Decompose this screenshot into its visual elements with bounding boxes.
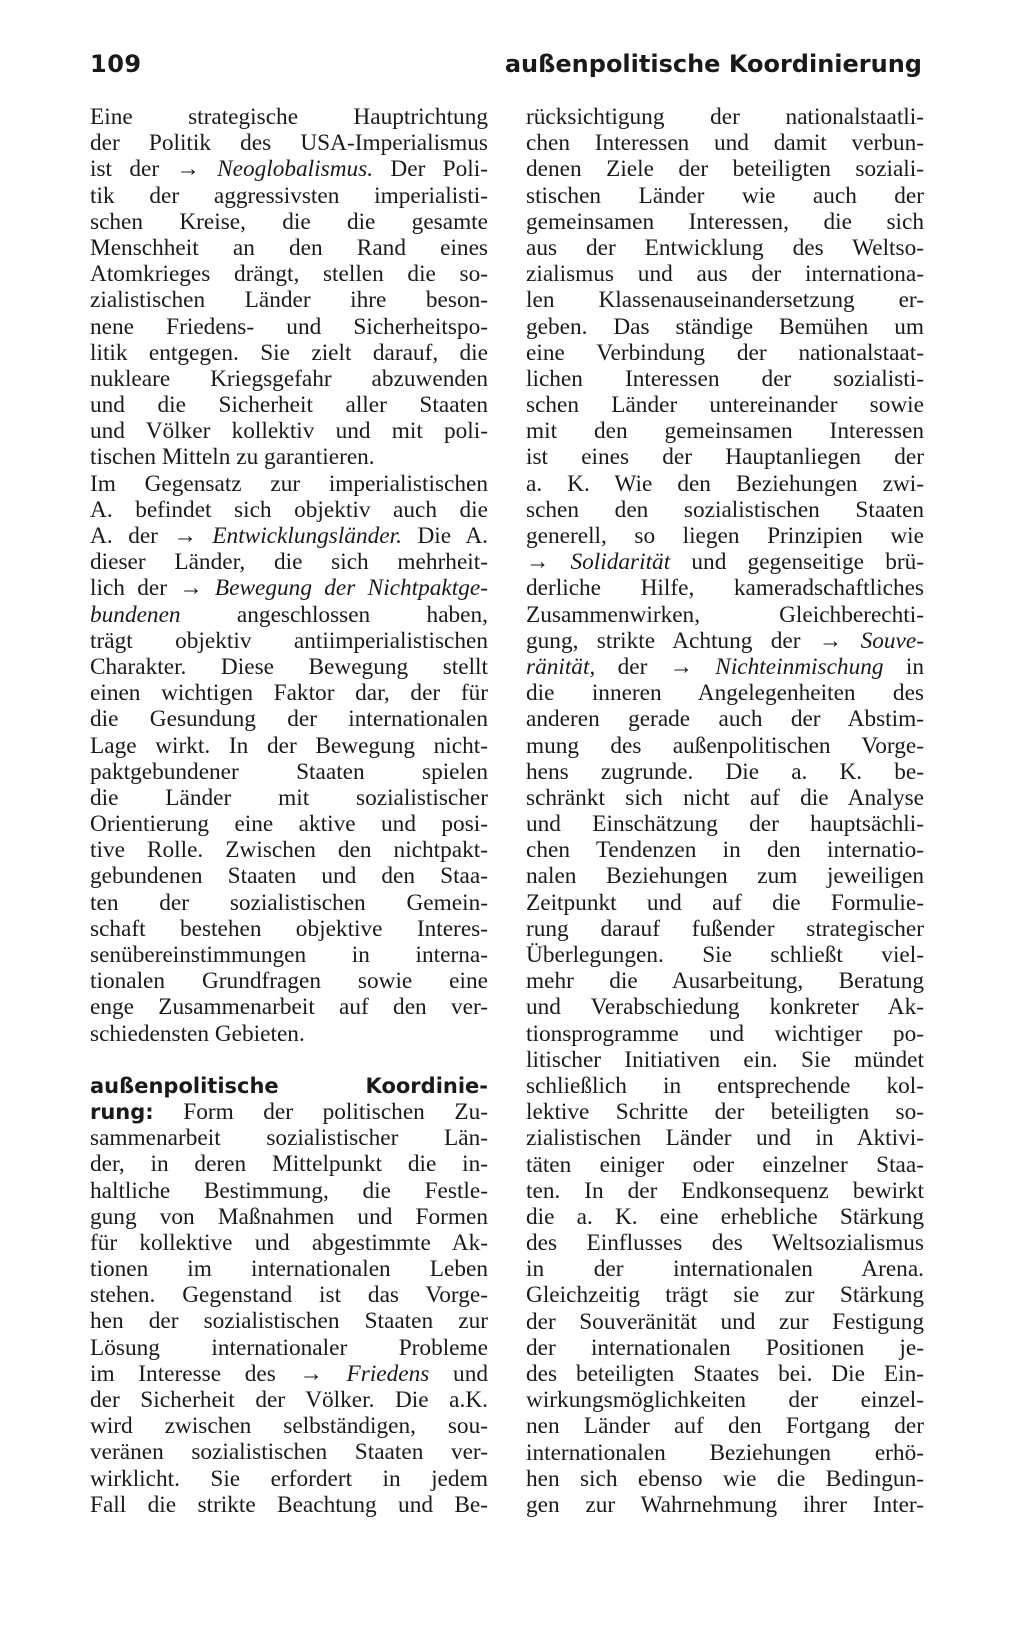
text-line: Eine strategische Hauptrichtung: [90, 104, 488, 130]
text-line: wird zwischen selbständigen, sou-: [90, 1413, 488, 1440]
text-run: im Interesse des: [90, 1360, 300, 1387]
text-line: schen den sozialistischen Staaten: [526, 496, 924, 523]
text-line: [526, 628, 924, 654]
text-line: wirkungsmöglichkeiten der einzel-: [526, 1387, 924, 1414]
text-line: eine Verbindung der nationalstaat-: [526, 339, 924, 366]
text-line: [526, 654, 924, 680]
text-line: die inneren Angelegenheiten des: [526, 680, 924, 707]
text-line: senübereinstimmungen in interna-: [90, 942, 488, 968]
text-line: wirklicht. Sie erfordert in jedem: [90, 1465, 488, 1492]
text-line: [90, 602, 488, 628]
text-line: geben. Das ständige Bemühen um: [526, 313, 924, 340]
text-line: der Sicherheit der Völker. Die a.K.: [90, 1387, 488, 1413]
text-line: und die Sicherheit aller Staaten: [90, 392, 488, 419]
text-line: nene Friedens- und Sicherheitspo-: [90, 313, 488, 340]
text-line: a. K. Wie den Beziehungen zwi-: [526, 470, 924, 497]
text-run: und gegenseitige brü-: [670, 549, 925, 576]
text-line: [90, 575, 488, 601]
cross-reference: ränität,: [526, 653, 596, 680]
text-line: die a. K. eine erhebliche Stärkung: [526, 1203, 924, 1230]
text-line: tionalen Grundfragen sowie eine: [90, 968, 488, 995]
text-line: Menschheit an den Rand eines: [90, 234, 488, 261]
text-run: gung, strikte Achtung der: [526, 627, 819, 654]
right-column: [526, 104, 924, 1518]
text-line: enge Zusammenarbeit auf den ver-: [90, 994, 488, 1021]
text-line: Im Gegensatz zur imperialistischen: [90, 470, 488, 497]
text-line: Orientierung eine aktive und posi-: [90, 811, 488, 838]
text-line: und Einschätzung der hauptsächli-: [526, 811, 924, 838]
text-line: schränkt sich nicht auf die Analyse: [526, 784, 924, 811]
text-line: die Länder mit sozialistischer: [90, 784, 488, 811]
text-line: einen wichtigen Faktor dar, der für: [90, 680, 488, 707]
cross-reference: → Friedens: [299, 1360, 430, 1387]
text-line: und Verabschiedung konkreter Ak-: [526, 994, 924, 1021]
text-line: litik entgegen. Sie zielt darauf, die: [90, 339, 488, 366]
text-line: hen sich ebenso wie die Bedingun-: [526, 1465, 924, 1492]
text-line: dieser Länder, die sich mehrheit-: [90, 549, 488, 576]
text-line: tionsprogramme und wichtiger po-: [526, 1020, 924, 1047]
text-line: für kollektive und abgestimmte Ak-: [90, 1229, 488, 1256]
text-line: trägt objektiv antiimperialistischen: [90, 627, 488, 654]
text-line: schen Länder untereinander sowie: [526, 392, 924, 419]
text-line: Gleichzeitig trägt sie zur Stärkung: [526, 1282, 924, 1309]
entry-term: außenpolitische Koordinie-: [90, 1073, 488, 1098]
text-line: nen Länder auf den Fortgang der: [526, 1413, 924, 1440]
text-line: und Völker kollektiv und mit poli-: [90, 418, 488, 445]
text-line: rücksichtigung der nationalstaatli-: [526, 104, 924, 130]
text-line: [526, 549, 924, 575]
cross-reference: bundenen: [90, 601, 181, 628]
text-line: sammenarbeit sozialistischer Län-: [90, 1125, 488, 1152]
text-line: Überlegungen. Sie schließt viel-: [526, 942, 924, 968]
text-line: chen Tendenzen in den internatio-: [526, 837, 924, 864]
text-line: stehen. Gegenstand ist das Vorge-: [90, 1282, 488, 1309]
text-line: [90, 1073, 488, 1099]
text-line: der, in deren Mittelpunkt die in-: [90, 1151, 488, 1178]
text-line: veränen sozialistischen Staaten ver-: [90, 1439, 488, 1466]
text-line: mung des außenpolitischen Vorge-: [526, 732, 924, 759]
text-line: ist eines der Hauptanliegen der: [526, 444, 924, 471]
text-line: des Einflusses des Weltsozialismus: [526, 1230, 924, 1257]
text-line: der internationalen Positionen je-: [526, 1334, 924, 1361]
text-line: zialistischen Länder ihre beson-: [90, 287, 488, 314]
text-line: täten einiger oder einzelner Staa-: [526, 1151, 924, 1178]
text-line: mehr die Ausarbeitung, Beratung: [526, 968, 924, 995]
text-run: Form der politischen Zu-: [153, 1098, 488, 1125]
text-line: gebundenen Staaten und den Staa-: [90, 863, 488, 890]
text-line: zialistischen Länder und in Aktivi-: [526, 1125, 924, 1152]
cross-reference: → Solidarität: [526, 549, 671, 576]
text-line: chen Interessen und damit verbun-: [526, 130, 924, 157]
text-line: lektive Schritte der beteiligten so-: [526, 1099, 924, 1126]
text-run: angeschlossen haben,: [180, 601, 488, 628]
text-line: zialismus und aus der internationa-: [526, 261, 924, 288]
text-line: schließlich in entsprechende kol-: [526, 1072, 924, 1099]
running-head: außenpolitische Koordinierung: [504, 50, 922, 78]
text-line: tischen Mitteln zu garantieren.: [90, 444, 375, 471]
cross-reference: → Neoglobalismus.: [176, 156, 374, 183]
text-run: der: [595, 653, 670, 680]
left-column: [90, 104, 488, 1518]
text-line: aus der Entwicklung des Weltso-: [526, 234, 924, 261]
text-line: gen zur Wahrnehmung ihrer Inter-: [526, 1491, 924, 1518]
text-line: stischen Länder wie auch der: [526, 182, 924, 209]
text-run: lich der: [90, 575, 180, 602]
text-line: anderen gerade auch der Abstim-: [526, 706, 924, 733]
text-line: Lage wirkt. In der Bewegung nicht-: [90, 732, 488, 759]
text-line: schen Kreise, die die gesamte: [90, 208, 488, 235]
text-line: tive Rolle. Zwischen den nichtpakt-: [90, 837, 488, 864]
text-line: [90, 1099, 488, 1125]
text-line: in der internationalen Arena.: [526, 1256, 924, 1283]
text-line: der Politik des USA-Imperialismus: [90, 130, 488, 157]
text-line: Lösung internationaler Probleme: [90, 1334, 488, 1361]
cross-reference: → Souve-: [818, 627, 924, 654]
text-line: A. befindet sich objektiv auch die: [90, 496, 488, 523]
text-line: rung darauf fußender strategischer: [526, 915, 924, 942]
text-run: in: [883, 653, 924, 680]
text-line: gung von Maßnahmen und Formen: [90, 1203, 488, 1230]
text-line: Charakter. Diese Bewegung stellt: [90, 653, 488, 680]
text-line: denen Ziele der beteiligten soziali-: [526, 156, 924, 183]
text-line: ten. In der Endkonsequenz bewirkt: [526, 1177, 924, 1204]
page-number: 109: [90, 50, 142, 78]
text-run: A. der: [90, 523, 174, 549]
text-run: ist der: [90, 156, 177, 183]
cross-reference: → Bewegung der Nichtpaktge-: [179, 575, 488, 602]
text-line: schiedensten Gebieten.: [90, 1020, 305, 1047]
cross-reference: → Nichteinmischung: [669, 653, 884, 680]
text-line: die Gesundung der internationalen: [90, 706, 488, 733]
text-line: litischer Initiativen ein. Sie mündet: [526, 1046, 924, 1073]
text-line: len Klassenauseinandersetzung er-: [526, 287, 924, 314]
text-line: Atomkrieges drängt, stellen die so-: [90, 261, 488, 288]
text-line: internationalen Beziehungen erhö-: [526, 1439, 924, 1466]
text-line: [90, 1361, 488, 1387]
text-line: Zeitpunkt und auf die Formulie-: [526, 889, 924, 916]
text-line: generell, so liegen Prinzipien wie: [526, 523, 924, 549]
text-line: schaft bestehen objektive Interes-: [90, 915, 488, 942]
text-line: Zusammenwirken, Gleichberechti-: [526, 601, 924, 628]
text-line: lichen Interessen der sozialisti-: [526, 365, 924, 392]
page-header: [90, 50, 922, 90]
text-line: mit den gemeinsamen Interessen: [526, 418, 924, 445]
text-line: hens zugrunde. Die a. K. be-: [526, 758, 924, 785]
text-line: [90, 523, 488, 549]
cross-reference: → Entwicklungsländer.: [173, 523, 402, 549]
text-line: gemeinsamen Interessen, die sich: [526, 208, 924, 235]
entry-term: rung:: [90, 1099, 154, 1124]
text-line: tionen im internationalen Leben: [90, 1256, 488, 1283]
text-line: haltliche Bestimmung, die Festle-: [90, 1177, 488, 1204]
text-run: und: [429, 1360, 488, 1387]
text-line: paktgebundener Staaten spielen: [90, 758, 488, 785]
text-line: Fall die strikte Beachtung und Be-: [90, 1491, 488, 1518]
text-line: tik der aggressivsten imperialisti-: [90, 182, 488, 209]
text-line: ten der sozialistischen Gemein-: [90, 889, 488, 916]
text-line: derliche Hilfe, kameradschaftliches: [526, 575, 924, 602]
text-run: Der Poli-: [373, 156, 488, 183]
text-line: nukleare Kriegsgefahr abzuwenden: [90, 365, 488, 392]
text-run: Die A.: [401, 523, 489, 549]
text-line: [90, 156, 488, 182]
text-line: der Souveränität und zur Festigung: [526, 1308, 924, 1335]
text-line: des beteiligten Staates bei. Die Ein-: [526, 1361, 924, 1387]
text-line: hen der sozialistischen Staaten zur: [90, 1308, 488, 1335]
text-line: nalen Beziehungen zum jeweiligen: [526, 863, 924, 890]
